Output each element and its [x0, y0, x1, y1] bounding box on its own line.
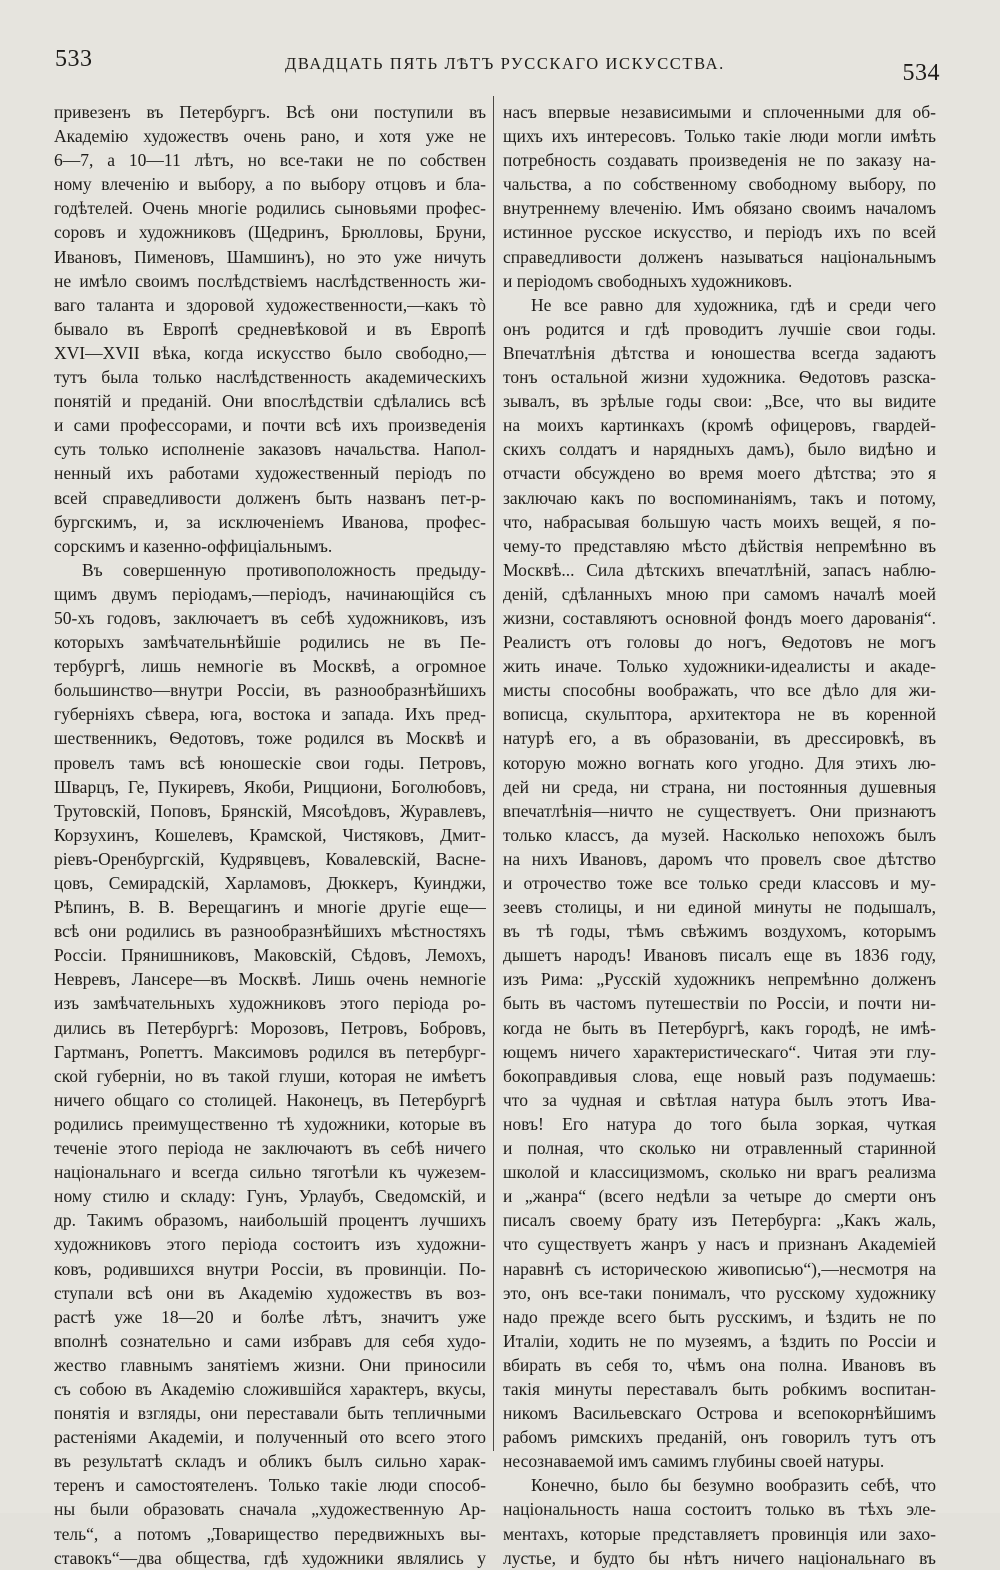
text-line: ментахъ, которые представляетъ провинція или захо- [503, 1523, 936, 1544]
text-line: что существуетъ жанръ у насъ и признанъ Академіей [503, 1234, 936, 1255]
text-line: только классъ, да музей. Насколько непохожъ былъ [503, 824, 936, 845]
text-line: такія минуты переставалъ быть робкимъ воспитан- [503, 1378, 936, 1399]
text-line: Реалистъ отъ головы до ногъ, Ѳедотовъ не могъ [503, 632, 936, 653]
text-line: др. Такимъ образомъ, наибольшій процентъ лучшихъ [54, 1210, 486, 1231]
text-line: жество главнымъ занятіемъ жизни. Они приносили [54, 1354, 486, 1375]
text-line: XVI—XVII вѣка, когда искусство было свободно,— [54, 342, 486, 363]
text-line: надо прежде всего быть русскимъ, и ѣздить не по [503, 1306, 936, 1327]
text-line: тутъ была только наслѣдственность академическихъ [54, 367, 486, 388]
text-line: суть только исполненіе заказовъ начальства. Напол- [54, 439, 486, 460]
text-line: скихъ солдатъ и нарядныхъ дамъ), было видѣно и [503, 439, 936, 460]
text-line: щимъ двумъ періодамъ,—періодъ, начинающійся съ [54, 583, 486, 604]
text-line: 6—7, а 10—11 лѣтъ, но все-таки не по собствен [54, 150, 486, 171]
text-line: отчасти обсуждено во время моего дѣтства; это я [503, 463, 936, 484]
text-line: національность наша состоитъ только въ тѣхъ эле- [503, 1499, 936, 1520]
text-line: ному влеченію и выбору, а по выбору отцовъ и бла- [54, 174, 486, 195]
text-line: дились въ Петербургѣ: Морозовъ, Петровъ, Бобровъ, [54, 1017, 486, 1038]
text-line: зывалъ, въ зрѣлые годы свои: „Все, что вы видите [503, 391, 936, 412]
page-number-right: 534 [902, 60, 940, 86]
text-line: тербургѣ, лишь немногіе въ Москвѣ, а огромное [54, 656, 486, 677]
text-line: годѣтелей. Очень многіе родились сыновьями профес- [54, 198, 486, 219]
text-line: лустье, и будто бы нѣтъ ничего національнаго въ [503, 1547, 936, 1568]
text-line: всей справедливости долженъ быть названъ пет-р- [54, 487, 486, 508]
text-line: понятія и взгляды, они переставали быть тепличными [54, 1403, 486, 1424]
text-line: когда не быть въ Петербургѣ, какъ городѣ, не имѣ- [503, 1017, 936, 1038]
column-divider [493, 96, 494, 1451]
text-line: бургскимъ, и, за исключеніемъ Иванова, профес- [54, 511, 486, 532]
text-line: потребность создавать произведенія не по заказу на- [503, 150, 936, 171]
right-column [503, 100, 936, 1570]
text-line: насъ впервые независимыми и сплоченными для об- [503, 102, 936, 122]
text-line: вполнѣ сознательно и сами избравъ для себя худо- [54, 1330, 486, 1351]
text-line: Академію художествъ очень рано, и хотя уже не [54, 126, 486, 147]
text-line: заключаю какъ по воспоминаніямъ, такъ и потому, [503, 487, 936, 508]
text-line: жить иначе. Только художники-идеалисты и акаде- [503, 656, 936, 677]
text-line: съ собою въ Академію сложившійся характеръ, вкусы, [54, 1378, 486, 1399]
text-line: Въ совершенную противоположность предыду- [82, 559, 486, 580]
text-line: Москвѣ... Сила дѣтскихъ впечатлѣній, запасъ наблю- [503, 559, 936, 580]
text-line: щихъ ихъ интересовъ. Только такіе люди могли имѣть [503, 126, 936, 147]
text-line: ковъ, родившихся внутри Россіи, въ провинціи. По- [54, 1258, 486, 1279]
text-line: ставокъ“—два общества, гдѣ художники являлись у [54, 1547, 486, 1568]
text-line: тонъ остальной жизни художника. Ѳедотовъ разска- [503, 367, 936, 388]
text-line: ваго таланта и здоровой художественности,—какъ тò [54, 294, 486, 315]
text-line: Корзухинъ, Кошелевъ, Крамской, Чистяковъ, Дмит- [54, 824, 486, 845]
text-line: рабомъ римскихъ преданій, онъ говорилъ тутъ отъ [503, 1427, 936, 1448]
text-line: что за чудная и свѣтлая натура былъ этотъ Ива- [503, 1089, 936, 1110]
text-line: и періодомъ свободныхъ художниковъ. [503, 270, 793, 291]
text-line: бывало въ Европѣ средневѣковой и въ Европѣ [54, 318, 486, 339]
text-line: теченіе этого періода не заключаютъ въ себѣ ничего [54, 1138, 486, 1159]
text-line: на нихъ Ивановъ, даромъ что провелъ свое дѣтство [503, 848, 936, 869]
text-line: ріевъ-Оренбургскій, Кудрявцевъ, Ковалевскій, Васне- [54, 848, 486, 869]
text-line: Впечатлѣнія дѣтства и юношества всегда задаютъ [503, 342, 936, 363]
text-line: и сами профессорами, и почти всѣ ихъ произведенія [54, 415, 486, 436]
text-line: на моихъ картинкахъ (кромѣ офицеровъ, гвардей- [503, 415, 936, 436]
text-line: истинное русское искусство, и періодъ ихъ по всей [503, 222, 936, 243]
text-line: и полная, что сколько ни отравленный старинной [503, 1138, 936, 1159]
text-line: Конечно, было бы безумно вообразить себѣ, что [531, 1475, 936, 1496]
text-line: и „жанра“ (всего недѣли за четыре до смерти онъ [503, 1186, 936, 1207]
page-header [55, 42, 940, 86]
text-line: родились преимущественно тѣ художники, которые въ [54, 1113, 486, 1134]
text-line: дышетъ народъ! Ивановъ писалъ еще въ 1836 году, [503, 945, 936, 966]
text-line: привезенъ въ Петербургъ. Всѣ они поступили въ [54, 102, 486, 122]
text-line: дей ни среда, ни страна, ни постоянныя душевныя [503, 776, 936, 797]
text-line: Невревъ, Лансере—въ Москвѣ. Лишь очень немногіе [54, 969, 486, 990]
text-line: не имѣло своимъ послѣдствіемъ наслѣдственность жи- [54, 270, 486, 291]
text-line: въ результатѣ складъ и обликъ былъ сильно харак- [54, 1451, 486, 1472]
text-line: ступали всѣ они въ Академію художествъ въ воз- [54, 1282, 486, 1303]
text-line: національнаго и всегда сильно тяготѣли къ чужезем- [54, 1162, 486, 1183]
running-title: ДВАДЦАТЬ ПЯТЬ ЛѢТЪ РУССКАГО ИСКУССТВА. [285, 54, 725, 73]
text-line: изъ Рима: „Русскій художникъ непремѣнно долженъ [503, 969, 936, 990]
text-line: тель“, а потомъ „Товарищество передвижныхъ вы- [54, 1523, 486, 1544]
text-line: вбирать въ себя то, чѣмъ она полна. Ивановъ въ [503, 1354, 936, 1375]
text-line: наравнѣ съ историческою живописью“),—несмотря на [503, 1258, 936, 1279]
text-line: жизни, составляютъ основной фондъ моего дарованія“. [503, 607, 936, 628]
text-line: Гартманъ, Ропеттъ. Максимовъ родился въ петербург- [54, 1041, 486, 1062]
text-line: художниковъ этого періода состоитъ изъ художни- [54, 1234, 486, 1255]
text-line: большинство—внутри Россіи, въ разнообразнѣйшихъ [54, 680, 486, 701]
text-line: Не все равно для художника, гдѣ и среди чего [531, 294, 936, 315]
text-line: онъ родится и гдѣ проводитъ лучшіе свои годы. [503, 318, 936, 339]
text-line: провелъ тамъ всѣ юношескіе свои годы. Петровъ, [54, 752, 486, 773]
text-line: растѣ уже 18—20 и болѣе лѣтъ, значитъ уже [54, 1306, 486, 1327]
text-line: школой и классицизмомъ, сколько ни врагъ реализма [503, 1162, 936, 1183]
text-line: которыхъ замѣчательнѣйшіе родились не въ Пе- [54, 632, 486, 653]
text-line: Ивановъ, Пименовъ, Шамшинъ), но это уже ничуть [54, 246, 486, 267]
text-line: натурѣ его, а въ образованіи, въ дрессировкѣ, въ [503, 728, 936, 749]
text-line: цовъ, Семирадскій, Харламовъ, Дюккеръ, Куинджи, [54, 873, 486, 893]
text-line: сорскимъ и казенно-оффиціальнымъ. [54, 535, 333, 556]
text-line: Рѣпинъ, В. В. Верещагинъ и многіе другіе еще— [54, 897, 486, 918]
text-line: ничего общаго со столицей. Наконецъ, въ Петербургѣ [54, 1089, 486, 1110]
text-line: деній, сдѣланныхъ мною при самомъ началѣ моей [503, 583, 936, 604]
text-line: понятій и преданій. Они впослѣдствіи сдѣлались всѣ [54, 391, 486, 412]
text-line: несознаваемой имъ самимъ глубины своей натуры. [503, 1451, 885, 1472]
text-line: никомъ Васильевскаго Острова и всепокорнѣйшимъ [503, 1403, 936, 1424]
text-line: это, онъ все-таки понималъ, что русскому художнику [503, 1282, 936, 1303]
text-line: въ тѣ годы, тѣмъ свѣжимъ воздухомъ, которымъ [503, 921, 936, 942]
text-line: и отрочество тоже все только среди классовъ и му- [503, 873, 936, 893]
text-line: Италіи, ходить не по музеямъ, а ѣздить по Россіи и [503, 1330, 936, 1351]
text-line: зеевъ столицы, и ни единой минуты не подышалъ, [503, 897, 936, 918]
text-line: ному стилю и складу: Гунъ, Урлаубъ, Сведомскій, и [54, 1186, 486, 1207]
text-line: изъ замѣчательныхъ художниковъ этого періода ро- [54, 993, 486, 1014]
text-line: всѣ они родились въ разнообразнѣйшихъ мѣстностяхъ [54, 921, 486, 942]
text-line: мисты способны воображать, что все дѣло для жи- [503, 680, 936, 701]
text-line: губерніяхъ сѣвера, юга, востока и запада. Ихъ пред- [54, 704, 486, 725]
text-line: бокоправдивыя слова, еще новый разъ подумаешь: [503, 1065, 936, 1086]
text-line: справедливости долженъ называться національнымъ [503, 246, 936, 267]
text-line: Шварцъ, Ге, Пукиревъ, Якоби, Рицциони, Боголюбовъ, [54, 776, 486, 797]
text-line: ской губерніи, но въ такой глуши, которая не имѣетъ [54, 1065, 486, 1086]
text-line: чему-то представляю мѣсто дѣйствія непремѣнно въ [503, 535, 936, 556]
text-line: что, набрасывая большую часть моихъ вещей, я по- [503, 511, 936, 532]
text-line: впечатлѣнія—ничто не существуетъ. Они признаютъ [503, 800, 936, 821]
text-line: быть въ частомъ путешествіи по Россіи, и почти ни- [503, 993, 936, 1014]
text-line: чальства, а по собственному свободному выбору, по [503, 174, 936, 195]
page-number-left: 533 [55, 46, 93, 72]
text-line: писалъ своему брату изъ Петербурга: „Какъ жаль, [503, 1210, 936, 1231]
text-line: ненный ихъ работами художественный періодъ по [54, 463, 486, 484]
text-line: 50-хъ годовъ, заключаетъ въ себѣ художниковъ, изъ [54, 607, 486, 628]
text-line: Россіи. Прянишниковъ, Маковскій, Сѣдовъ, Лемохъ, [54, 945, 486, 966]
text-line: шественникъ, Ѳедотовъ, тоже родился въ Москвѣ и [54, 728, 486, 749]
left-column [54, 100, 486, 1570]
text-line: внутреннему влеченію. Имъ обязано своимъ началомъ [503, 198, 936, 219]
text-line: вописца, скульптора, архитектора не въ коренной [503, 704, 936, 725]
text-line: ны были образовать сначала „художественную Ар- [54, 1499, 486, 1520]
text-line: ющемъ ничего характеристическаго“. Читая эти глу- [503, 1041, 936, 1062]
text-line: которую можно вогнать кого угодно. Для этихъ лю- [503, 752, 936, 773]
text-line: Трутовскій, Поповъ, Брянскій, Мясоѣдовъ, Журавлевъ, [54, 800, 486, 821]
text-line: соровъ и художниковъ (Щедринъ, Брюлловы, Бруни, [54, 222, 486, 243]
text-line: теренъ и самостоятеленъ. Только такіе люди способ- [54, 1475, 486, 1496]
text-line: растеніями Академіи, и полученный ото всего этого [54, 1427, 486, 1448]
text-line: новъ! Его натура до того была зоркая, чуткая [503, 1113, 936, 1134]
